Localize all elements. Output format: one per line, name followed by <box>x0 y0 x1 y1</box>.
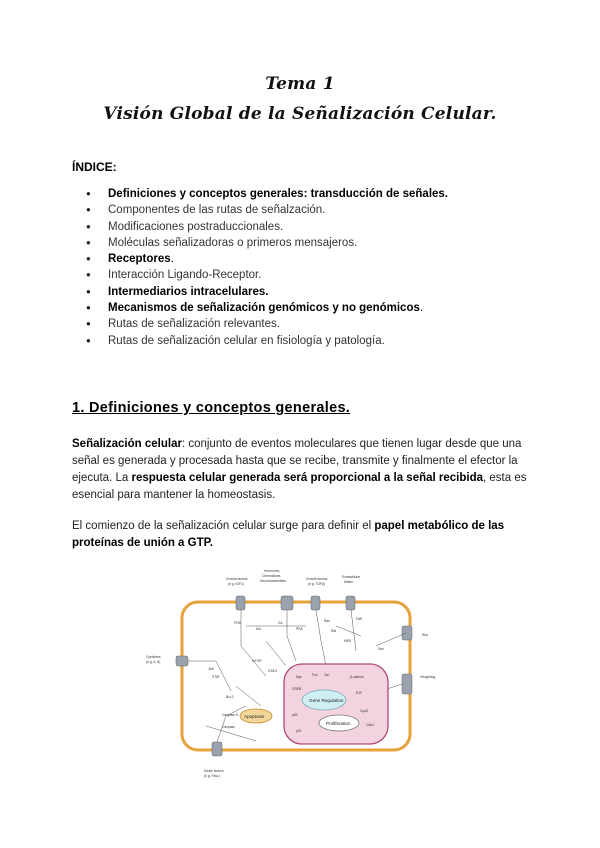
definition-text-a: : conjunto de eventos moleculares que tienen lugar desde que una señal es generada y procesada hasta que se recibe, transmite y finalmente el efector la ejecuta. La <box>72 438 522 484</box>
section-1-heading: 1. Definiciones y conceptos generales. <box>72 400 351 416</box>
svg-text:STAT: STAT <box>212 675 220 679</box>
apoptosis-label: Apoptosis <box>244 714 265 719</box>
svg-text:Hormones,: Hormones, <box>264 569 281 573</box>
index-item-label: Rutas de señalización relevantes. <box>108 318 280 331</box>
svg-text:(e.g. IGF1): (e.g. IGF1) <box>228 582 244 586</box>
index-item <box>86 235 448 251</box>
index-item-label: Interacción Ligando-Receptor. <box>108 269 262 282</box>
index-item-label: Receptores <box>108 253 171 266</box>
index-item-label: Rutas de señalización celular en fisiología y patología. <box>108 334 385 347</box>
svg-text:(e.g. IL-6): (e.g. IL-6) <box>146 660 161 664</box>
svg-text:Hedgehog: Hedgehog <box>420 675 436 679</box>
term-senalizacion-celular: Señalización celular <box>72 438 182 450</box>
svg-text:β-catenin: β-catenin <box>350 675 364 679</box>
index-item <box>86 202 448 218</box>
definition-text-c: , esta es esencial para mantener la homeostasis. <box>72 472 527 501</box>
index-item-label: Componentes de las rutas de señalzación. <box>108 204 326 217</box>
svg-text:Caspase 8: Caspase 8 <box>222 713 238 717</box>
svg-text:Chemokines,: Chemokines, <box>262 574 282 578</box>
index-item <box>86 186 448 202</box>
definition-bold-b: respuesta celular generada será proporcional a la señal recibida <box>131 472 484 484</box>
index-item <box>86 219 448 235</box>
origin-bold-b: papel metabólico de las proteínas de unión a GTP. <box>72 520 505 549</box>
svg-text:Extracellular: Extracellular <box>342 575 361 579</box>
svg-text:(e.g. FasL): (e.g. FasL) <box>204 774 220 778</box>
signaling-diagram <box>146 566 456 784</box>
index-item <box>86 267 448 283</box>
svg-text:CREB: CREB <box>292 687 302 691</box>
index-item-suffix: . <box>170 253 174 266</box>
svg-text:Bcl-2: Bcl-2 <box>226 695 234 699</box>
proliferation-label: Proliferation <box>326 721 351 726</box>
index-heading: ÍNDICE: <box>72 160 117 174</box>
index-item-label: Modificaciones postraduccionales. <box>108 220 284 233</box>
svg-text:E2F: E2F <box>356 691 363 695</box>
paragraph-definition <box>72 436 534 504</box>
svg-text:p21: p21 <box>296 729 302 733</box>
svg-text:Raf: Raf <box>331 629 337 633</box>
svg-text:Myc: Myc <box>296 675 303 679</box>
index-list <box>86 186 448 349</box>
svg-text:Cdk4: Cdk4 <box>366 723 374 727</box>
index-item <box>86 316 448 332</box>
svg-text:Growth factors: Growth factors <box>306 577 328 581</box>
origin-text-a: El comienzo de la señalización celular surge para definir el <box>72 520 375 532</box>
svg-text:Akt: Akt <box>256 627 261 631</box>
svg-text:FAK: FAK <box>356 617 363 621</box>
svg-text:Neurotransmitters: Neurotransmitters <box>260 579 287 583</box>
svg-text:CycD: CycD <box>360 709 369 713</box>
svg-text:Death factors: Death factors <box>204 769 224 773</box>
index-item <box>86 251 448 267</box>
index-item <box>86 333 448 349</box>
svg-text:Wnt: Wnt <box>422 633 428 637</box>
svg-text:Dsh: Dsh <box>378 647 384 651</box>
index-item <box>86 300 448 316</box>
svg-text:JAK: JAK <box>208 667 215 671</box>
svg-text:Matrix: Matrix <box>344 580 353 584</box>
svg-text:GSK3: GSK3 <box>268 669 277 673</box>
gene-regulation-label: Gene Regulation <box>309 698 344 703</box>
signaling-diagram-figure <box>146 566 456 784</box>
title-line-1: Tema 1 <box>265 74 335 94</box>
index-item-label: Intermediarios intracelulares. <box>108 285 269 298</box>
index-item-label: Mecanismos de señalización genómicos y no genómicos <box>108 302 420 315</box>
paragraph-origin <box>72 518 534 552</box>
svg-text:PKA: PKA <box>296 627 303 631</box>
svg-text:Cytokines: Cytokines <box>146 655 161 659</box>
svg-text:mTOR: mTOR <box>252 659 262 663</box>
svg-text:Fos: Fos <box>312 673 318 677</box>
index-item-label: Definiciones y conceptos generales: transducción de señales. <box>108 188 449 200</box>
svg-text:MEK: MEK <box>344 639 352 643</box>
index-item-suffix: . <box>419 302 424 315</box>
svg-text:Jun: Jun <box>324 673 330 677</box>
index-item <box>86 284 448 300</box>
svg-text:Gα: Gα <box>278 621 283 625</box>
svg-text:Ras: Ras <box>324 619 330 623</box>
title-line-2: Visión Global de la Señalización Celular. <box>103 104 497 124</box>
svg-text:(e.g. TGFβ): (e.g. TGFβ) <box>308 582 326 586</box>
svg-text:Caspase: Caspase <box>222 725 236 729</box>
svg-text:PI3K: PI3K <box>234 621 242 625</box>
index-item-label: Moléculas señalizadoras o primeros mensajeros. <box>108 236 358 249</box>
svg-text:p53: p53 <box>292 713 298 717</box>
svg-text:Growth factors: Growth factors <box>226 577 248 581</box>
